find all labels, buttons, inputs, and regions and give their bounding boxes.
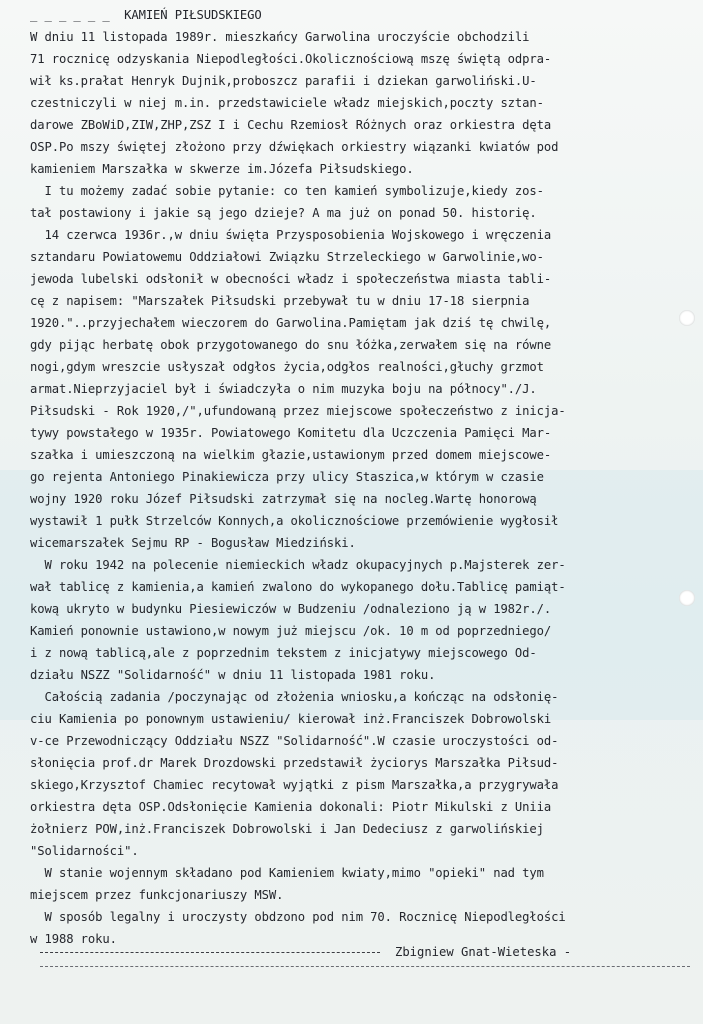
title-dashes: _ _ _ _ _ _ xyxy=(30,8,110,22)
text-line: Kamień ponownie ustawiono,w nowym już miejscu /ok. 10 m od poprzedniego/ xyxy=(30,624,552,638)
text-line: kową ukryto w budynku Piesiewiczów w Budzeniu /odnaleziono ją w 1982r./. xyxy=(30,602,552,616)
title-row xyxy=(30,4,690,26)
author-signature: Zbigniew Gnat-Wieteska - xyxy=(395,945,572,959)
text-line: i z nową tablicą,ale z poprzednim tekstem z inicjatywy miejscowego Od- xyxy=(30,646,537,660)
text-line: gdy pijąc herbatę obok przygotowanego do snu łóżka,zerwałem się na równe xyxy=(30,338,552,352)
punch-hole-icon xyxy=(679,310,695,326)
text-line: Piłsudski - Rok 1920,/",ufundowaną przez miejscowe społeczeństwo z inicja- xyxy=(30,404,566,418)
document-title: KAMIEŃ PIŁSUDSKIEGO xyxy=(124,8,262,22)
text-line: wicemarszałek Sejmu RP - Bogusław Miedziński. xyxy=(30,536,356,550)
text-line: v-ce Przewodniczący Oddziału NSZZ "Solidarność".W czasie uroczystości od- xyxy=(30,734,559,748)
text-line: szałka i umieszczoną na wielkim głazie,ustawionym przed domem miejscowe- xyxy=(30,448,552,462)
text-line: orkiestra dęta OSP.Odsłonięcie Kamienia dokonali: Piotr Mikulski z Uniia xyxy=(30,800,552,814)
text-line: sztandaru Powiatowemu Oddziałowi Związku Strzeleckiego w Garwolinie,wo- xyxy=(30,250,544,264)
text-line: 1920."..przyjechałem wieczorem do Garwolina.Pamiętam jak dziś tę chwilę, xyxy=(30,316,552,330)
signature-divider xyxy=(40,952,380,953)
text-line: W stanie wojennym składano pod Kamieniem kwiaty,mimo "opieki" nad tym xyxy=(30,866,544,880)
text-line: armat.Nieprzyjaciel był i świadczyła o nim muzyka boju na północy"./J. xyxy=(30,382,537,396)
text-line: Całością zadania /poczynając od złożenia wniosku,a kończąc na odsłonię- xyxy=(30,690,559,704)
text-line: W sposób legalny i uroczysty obdzono pod nim 70. Rocznicę Niepodległości xyxy=(30,910,566,924)
text-line: ciu Kamienia po ponownym ustawieniu/ kierował inż.Franciszek Dobrowolski xyxy=(30,712,552,726)
document-body xyxy=(30,4,690,950)
text-line: słonięcia prof.dr Marek Drozdowski przedstawił życiorys Marszałka Piłsud- xyxy=(30,756,559,770)
text-line: skiego,Krzysztof Chamiec recytował wyjątki z pism Marszałka,a przygrywała xyxy=(30,778,559,792)
text-line: "Solidarności". xyxy=(30,844,139,858)
text-line: wojny 1920 roku Józef Piłsudski zatrzymał się na nocleg.Wartę honorową xyxy=(30,492,537,506)
text-line: wił ks.prałat Henryk Dujnik,proboszcz parafii i dziekan garwoliński.U- xyxy=(30,74,537,88)
text-line: OSP.Po mszy świętej złożono przy dźwiękach orkiestry wiązanki kwiatów pod xyxy=(30,140,559,154)
text-line: miejscem przez funkcjonariuszy MSW. xyxy=(30,888,284,902)
text-line: wał tablicę z kamienia,a kamień zwalono do wykopanego dołu.Tablicę pamiąt- xyxy=(30,580,566,594)
text-line: żołnierz POW,inż.Franciszek Dobrowolski i Jan Dedeciusz z garwolińskiej xyxy=(30,822,544,836)
text-line: darowe ZBoWiD,ZIW,ZHP,ZSZ I i Cechu Rzemiosł Różnych oraz orkiestra dęta xyxy=(30,118,552,132)
text-line: I tu możemy zadać sobie pytanie: co ten kamień symbolizuje,kiedy zos- xyxy=(30,184,544,198)
text-line: tywy powstałego w 1935r. Powiatowego Komitetu dla Uczczenia Pamięci Mar- xyxy=(30,426,552,440)
text-line: nogi,gdym wreszcie usłyszał odgłos życia,odgłos realności,głuchy grzmot xyxy=(30,360,544,374)
text-line: tał postawiony i jakie są jego dzieje? A ma już on ponad 50. historię. xyxy=(30,206,537,220)
text-line: cę z napisem: "Marszałek Piłsudski przebywał tu w dniu 17-18 sierpnia xyxy=(30,294,530,308)
text-line: W roku 1942 na polecenie niemieckich władz okupacyjnych p.Majsterek zer- xyxy=(30,558,566,572)
punch-hole-icon xyxy=(679,590,695,606)
text-line: jewoda lubelski odsłonił w obecności władz i społeczeństwa miasta tabli- xyxy=(30,272,552,286)
text-line: W dniu 11 listopada 1989r. mieszkańcy Garwolina uroczyście obchodzili xyxy=(30,30,530,44)
text-line: go rejenta Antoniego Pinakiewicza przy ulicy Staszica,w którym w czasie xyxy=(30,470,544,484)
text-line: w 1988 roku. xyxy=(30,932,117,946)
text-line: czestniczyli w niej m.in. przedstawiciele władz miejskich,poczty sztan- xyxy=(30,96,544,110)
bottom-divider xyxy=(40,966,690,967)
text-line: 71 rocznicę odzyskania Niepodległości.Okolicznościową mszę świętą odpra- xyxy=(30,52,552,66)
text-line: 14 czerwca 1936r.,w dniu święta Przysposobienia Wojskowego i wręczenia xyxy=(30,228,552,242)
text-line: działu NSZZ "Solidarność" w dniu 11 listopada 1981 roku. xyxy=(30,668,436,682)
text-line: kamieniem Marszałka w skwerze im.Józefa Piłsudskiego. xyxy=(30,162,414,176)
text-line: wystawił 1 pułk Strzelców Konnych,a okolicznościowe przemówienie wygłosił xyxy=(30,514,559,528)
signature-row xyxy=(40,940,690,964)
